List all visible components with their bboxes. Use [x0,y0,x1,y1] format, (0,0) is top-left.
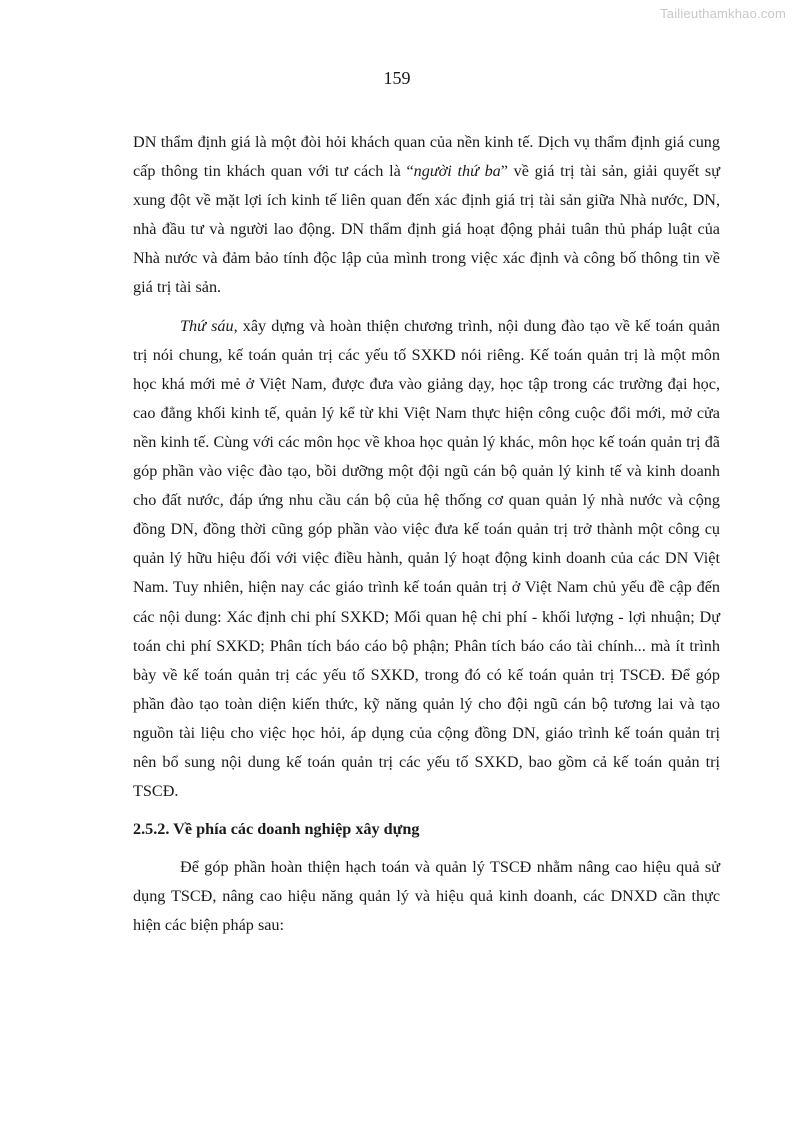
page-number: 159 [383,68,411,88]
paragraph-2 [133,312,720,807]
paragraph-1 [133,128,720,303]
paragraph-2-italic: Thứ sáu [180,316,234,335]
paragraph-3: Để góp phần hoàn thiện hạch toán và quản lý TSCĐ nhằm nâng cao hiệu quả sử dụng TSCĐ, nâng cao hiệu năng quản lý và hiệu quả kinh doanh, các DNXD cần thực hiện các biện pháp sau: [133,858,720,935]
paragraph-1-text: DN thẩm định giá là một đòi hỏi khách quan của nền kinh tế. Dịch vụ thẩm định giá cung cấp thông tin khách quan với tư cách là “ [133,133,720,181]
paragraph-2-text: , xây dựng và hoàn thiện chương trình, nội dung đào tạo về kế toán quản trị nói chung, kế toán quản trị các yếu tố SXKD nói riêng. Kế toán quản trị là một môn học khá mới mẻ ở Việt Nam, được đưa vào giảng dạy, học tập trong các trường đại học, cao đẳng khối kinh tế, quản lý kể từ khi Việt Nam thực hiện công cuộc đổi mới, mở cửa nền kinh tế. Cùng với các môn học về khoa học quản lý khác, môn học kế toán quản trị đã góp phần vào việc đào tạo, bồi dưỡng một đội ngũ cán bộ quản lý kinh tế và kinh doanh cho đất nước, đáp ứng nhu cầu cán bộ của hệ thống cơ quan quản lý nhà nước và cộng đồng DN, đồng thời cũng góp phần vào việc đưa kế toán quản trị trở thành một công cụ quản lý hữu hiệu đối với việc điều hành, quản lý hoạt động kinh doanh của các DN Việt Nam. Tuy nhiên, hiện nay các giáo trình kế toán quản trị ở Việt Nam chủ yếu đề cập đến các nội dung: Xác định chi phí SXKD; Mối quan hệ chi phí - khối lượng - lợi nhuận; Dự toán chi phí SXKD; Phân tích báo cáo bộ phận; Phân tích báo cáo tài chính... mà ít trình bày về kế toán quản trị các yếu tố SXKD, trong đó có kế toán quản trị TSCĐ. Để góp phần đào tạo toàn diện kiến thức, kỹ năng quản lý cho đội ngũ cán bộ tương lai và tạo nguồn tài liệu cho việc học hỏi, áp dụng của cộng đồng DN, giáo trình kế toán quản trị nên bổ sung nội dung kế toán quản trị các yếu tố SXKD, bao gồm cả kế toán quản trị TSCĐ. [133,316,720,801]
paragraph-1-italic: người thứ ba [413,162,501,181]
document-body [133,128,720,941]
section-heading: 2.5.2. Về phía các doanh nghiệp xây dựng [133,820,420,839]
paragraph-1-rest: ” về giá trị tài sản, giải quyết sự xung đột về mặt lợi ích kinh tế liên quan đến xác định giá trị tài sản giữa Nhà nước, DN, nhà đầu tư và người lao động. DN thẩm định giá hoạt động phải tuân thủ pháp luật của Nhà nước và đảm bảo tính độc lập của mình trong việc xác định và công bố thông tin về giá trị tài sản. [133,162,720,297]
watermark: Tailieuthamkhao.com [660,6,786,21]
